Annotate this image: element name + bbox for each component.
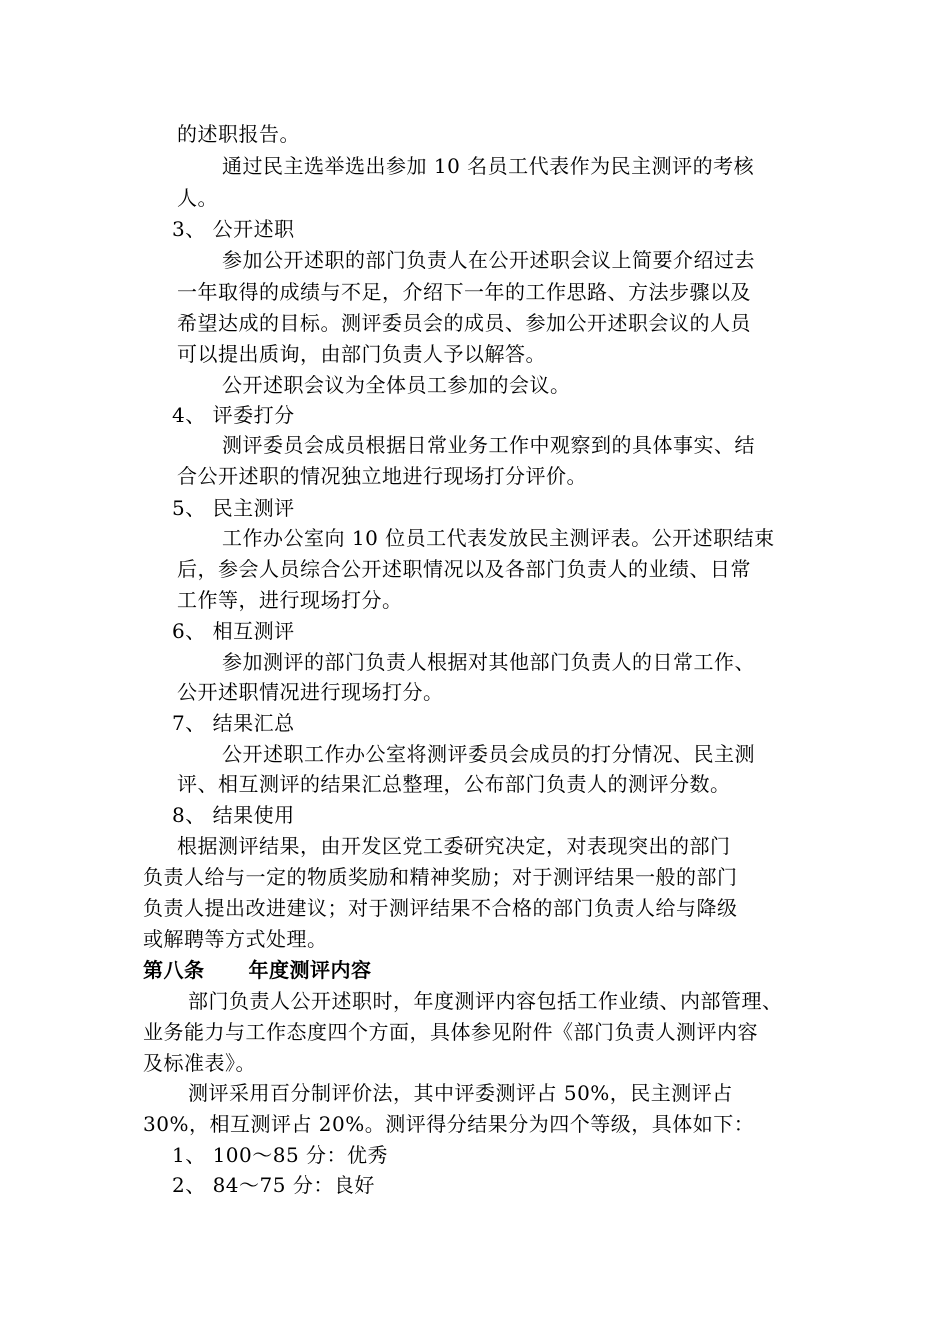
text-line: 工作办公室向 10 位员工代表发放民主测评表。公开述职结束: [222, 526, 775, 550]
text-line: 评、相互测评的结果汇总整理，公布部门负责人的测评分数。: [177, 772, 731, 796]
article-number: 第八条: [143, 958, 205, 982]
grade-item: 2、 84～75 分：良好: [172, 1173, 375, 1197]
text-line: 可以提出质询，由部门负责人予以解答。: [177, 342, 546, 366]
text-line: 希望达成的目标。测评委员会的成员、参加公开述职会议的人员: [177, 311, 751, 335]
text-line: 参加公开述职的部门负责人在公开述职会议上简要介绍过去: [222, 248, 755, 272]
text-line: 30%，相互测评占 20%。测评得分结果分为四个等级，具体如下：: [143, 1112, 755, 1136]
text-line: 公开述职工作办公室将测评委员会成员的打分情况、民主测: [222, 742, 755, 766]
list-item-heading: 6、 相互测评: [172, 619, 295, 643]
list-item-heading: 3、 公开述职: [172, 217, 295, 241]
list-item-heading: 5、 民主测评: [172, 496, 295, 520]
text-line: 测评委员会成员根据日常业务工作中观察到的具体事实、结: [222, 433, 755, 457]
text-line: 的述职报告。: [177, 122, 300, 146]
text-line: 负责人提出改进建议；对于测评结果不合格的部门负责人给与降级: [143, 896, 738, 920]
text-line: 负责人给与一定的物质奖励和精神奖励；对于测评结果一般的部门: [143, 865, 738, 889]
article-title: 年度测评内容: [248, 958, 372, 982]
article-heading: [143, 958, 372, 982]
text-line: 合公开述职的情况独立地进行现场打分评价。: [177, 464, 587, 488]
grade-item: 1、 100～85 分：优秀: [172, 1143, 389, 1167]
text-line: 或解聘等方式处理。: [143, 927, 328, 951]
text-line: 参加测评的部门负责人根据对其他部门负责人的日常工作、: [222, 650, 755, 674]
list-item-heading: 8、 结果使用: [172, 803, 295, 827]
text-line: 业务能力与工作态度四个方面，具体参见附件《部门负责人测评内容: [143, 1020, 758, 1044]
text-line: 人。: [177, 186, 218, 210]
text-line: 及标准表》。: [143, 1051, 256, 1075]
text-line: 后，参会人员综合公开述职情况以及各部门负责人的业绩、日常: [177, 557, 751, 581]
text-line: 通过民主选举选出参加 10 名员工代表作为民主测评的考核: [222, 154, 755, 178]
text-line: 公开述职会议为全体员工参加的会议。: [222, 373, 571, 397]
list-item-heading: 4、 评委打分: [172, 403, 295, 427]
text-line: 一年取得的成绩与不足，介绍下一年的工作思路、方法步骤以及: [177, 280, 751, 304]
text-line: 根据测评结果，由开发区党工委研究决定，对表现突出的部门: [177, 834, 731, 858]
text-line: 工作等，进行现场打分。: [177, 588, 403, 612]
text-line: 公开述职情况进行现场打分。: [177, 680, 444, 704]
text-line: 部门负责人公开述职时，年度测评内容包括工作业绩、内部管理、: [188, 989, 783, 1013]
list-item-heading: 7、 结果汇总: [172, 711, 295, 735]
text-line: 测评采用百分制评价法，其中评委测评占 50%，民主测评占: [188, 1081, 733, 1105]
